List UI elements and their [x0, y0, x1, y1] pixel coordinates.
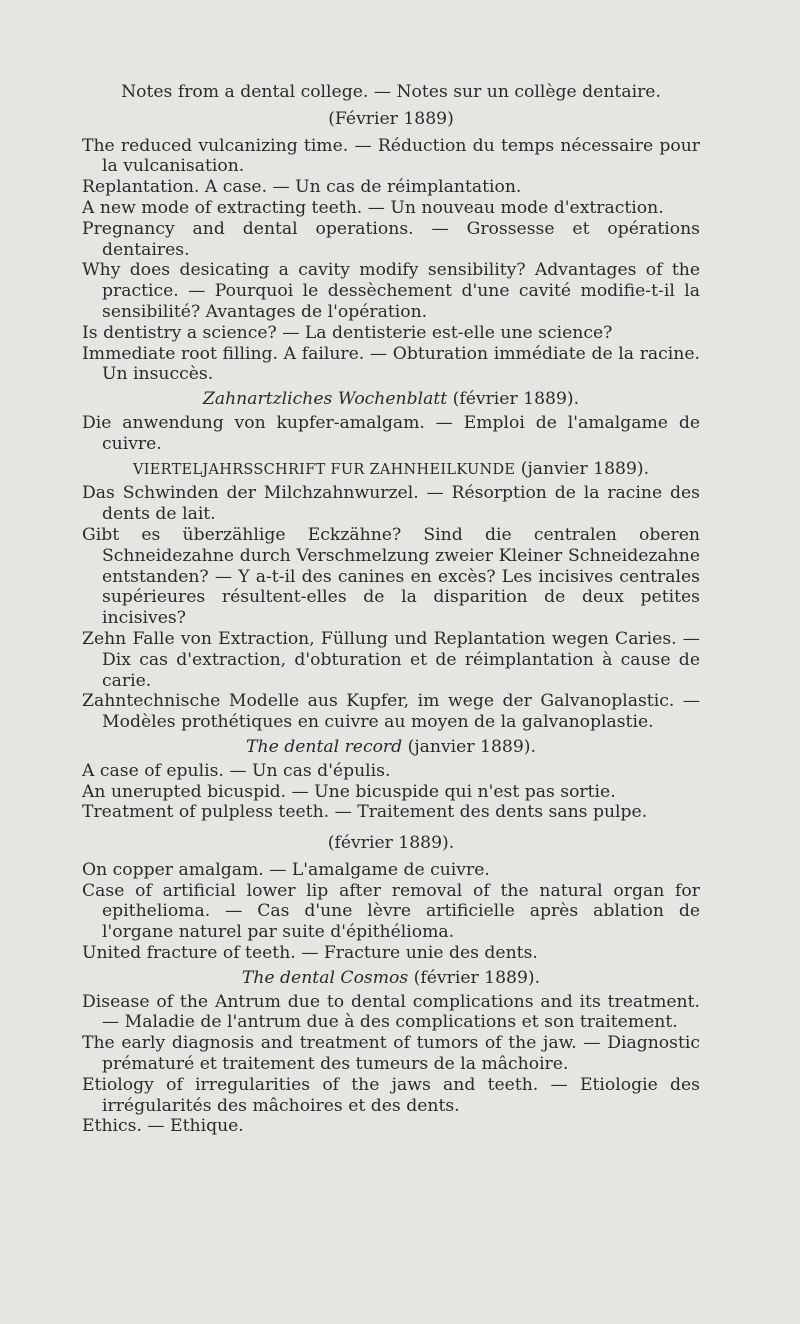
list-item: The early diagnosis and treatment of tumors of the jaw. — Diagnostic prématuré et traitement des tumeurs de la mâchoire.: [82, 1033, 700, 1075]
list-item: Pregnancy and dental operations. — Grossesse et opérations dentaires.: [82, 218, 700, 260]
journal-title: The dental record: [246, 736, 403, 757]
list-item: United fracture of teeth. — Fracture unie des dents.: [82, 943, 538, 964]
journal-title: The dental Cosmos: [241, 967, 409, 988]
section-date: (février 1889).: [327, 833, 455, 854]
list-item: The reduced vulcanizing time. — Réduction du temps nécessaire pour la vulcanisation.: [82, 135, 700, 177]
list-item: On copper amalgam. — L'amalgame de cuivre.: [82, 859, 490, 880]
list-item: Zahntechnische Modelle aus Kupfer, im wege der Galvanoplastic. — Modèles prothétiques en cuivre au moyen de la galvanoplastie.: [82, 691, 700, 733]
list-item: Zehn Falle von Extraction, Füllung und Replantation wegen Caries. — Dix cas d'extraction, d'obturation et de réimplantation à cause de carie.: [82, 628, 700, 691]
list-item: Replantation. A case. — Un cas de réimplantation.: [82, 177, 522, 198]
journal-heading: [82, 389, 700, 410]
journal-date: (janvier 1889).: [520, 458, 650, 479]
list-item: A case of epulis. — Un cas d'épulis.: [82, 760, 391, 781]
list-item: Is dentistry a science? — La dentisterie est-elle une science?: [82, 322, 613, 343]
list-item: An unerupted bicuspid. — Une bicuspide qui n'est pas sortie.: [82, 781, 616, 802]
journal-date: (janvier 1889).: [407, 736, 536, 757]
journal-title: VIERTELJAHRSSCHRIFT FUR ZAHNHEILKUNDE: [132, 461, 516, 478]
page-heading: Notes from a dental college. — Notes sur un collège dentaire.: [121, 82, 661, 102]
journal-date: (février 1889).: [413, 967, 541, 988]
journal-heading: [82, 459, 700, 481]
list-item: Das Schwinden der Milchzahnwurzel. — Résorption de la racine des dents de lait.: [82, 483, 700, 525]
list-item: Ethics. — Ethique.: [82, 1116, 244, 1137]
list-item: A new mode of extracting teeth. — Un nouveau mode d'extraction.: [82, 197, 664, 218]
journal-title: Zahnartzliches Wochenblatt: [202, 389, 448, 410]
list-item: Die anwendung von kupfer-amalgam. — Emploi de l'amalgame de cuivre.: [82, 412, 700, 454]
journal-date: (février 1889).: [452, 389, 580, 410]
text-column: [82, 82, 700, 1137]
list-item: Disease of the Antrum due to dental complications and its treatment. — Maladie de l'antrum due à des complications et son traitement.: [82, 991, 700, 1033]
list-item: Treatment of pulpless teeth. — Traitement des dents sans pulpe.: [82, 802, 648, 823]
list-item: Immediate root filling. A failure. — Obturation immédiate de la racine. Un insuccès.: [82, 343, 700, 385]
journal-heading: [82, 968, 700, 989]
list-item: Gibt es überzählige Eckzähne? Sind die centralen oberen Schneidezahne durch Verschmelzung zweier Kleiner Schneidezahne entstanden? — Y a-t-il des canines en excès? Les incisives centrales supérieures résultent-elles de la disparition de deux petites incisives?: [82, 524, 700, 629]
section-date: (Février 1889): [328, 108, 454, 129]
list-item: Why does desicating a cavity modify sensibility? Advantages of the practice. — Pourquoi le dessèchement d'une cavité modifie-t-il la sensibilité? Avantages de l'opération.: [82, 260, 700, 322]
journal-heading: [82, 737, 700, 758]
list-item: Etiology of irregularities of the jaws and teeth. — Etiologie des irrégularités des mâchoires et des dents.: [82, 1074, 700, 1116]
list-item: Case of artificial lower lip after removal of the natural organ for epithelioma. — Cas d'une lèvre artificielle après ablation de l'organe naturel par suite d'épithélioma.: [82, 880, 700, 943]
